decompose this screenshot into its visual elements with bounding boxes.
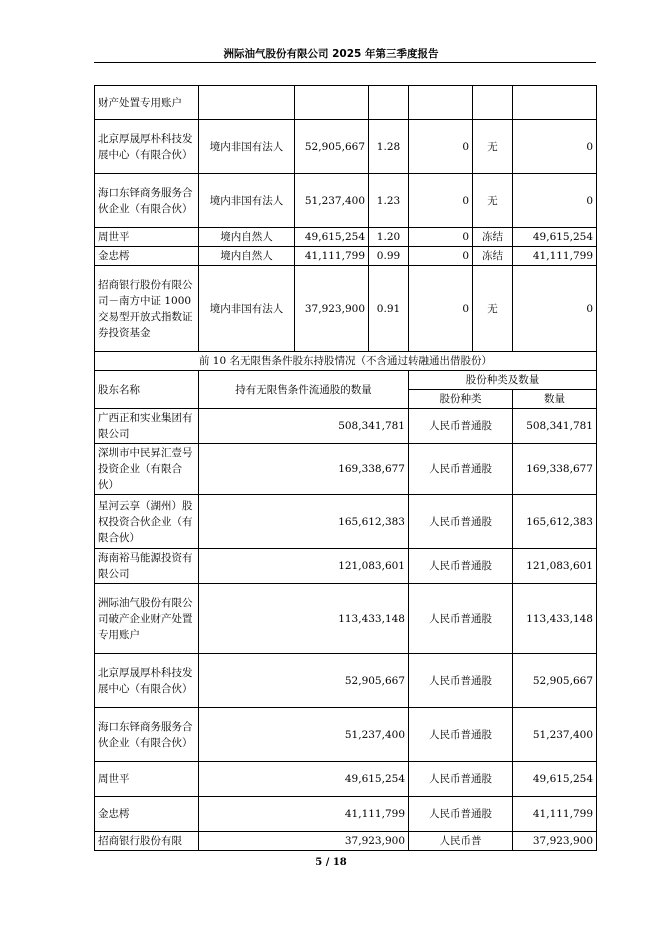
table-row bbox=[95, 247, 597, 266]
pledge-count: 41,111,799 bbox=[513, 247, 597, 266]
share-percent: 0.99 bbox=[369, 247, 409, 266]
table-row bbox=[95, 228, 597, 247]
unlimited-shares: 113,433,148 bbox=[199, 584, 409, 654]
shareholder-type: 境内自然人 bbox=[199, 228, 295, 247]
unlimited-shares: 41,111,799 bbox=[199, 797, 409, 832]
table-row bbox=[95, 797, 597, 832]
shareholder-name: 洲际油气股份有限公司破产企业财产处置专用账户 bbox=[95, 584, 199, 654]
shareholder-name: 北京厚晟厚朴科技发展中心（有限合伙） bbox=[95, 120, 199, 174]
shareholder-type bbox=[199, 86, 295, 120]
table-row bbox=[95, 266, 597, 352]
pledge-status: 无 bbox=[473, 174, 513, 228]
share-percent: 1.28 bbox=[369, 120, 409, 174]
share-count: 52,905,667 bbox=[295, 120, 369, 174]
unlimited-shares: 37,923,900 bbox=[199, 832, 409, 851]
pledge-count: 0 bbox=[513, 174, 597, 228]
table-row bbox=[95, 549, 597, 584]
limited-shares: 0 bbox=[409, 247, 473, 266]
shareholder-name: 海口东铎商务服务合伙企业（有限合伙） bbox=[95, 174, 199, 228]
share-class: 人民币普通股 bbox=[409, 797, 513, 832]
table-row bbox=[95, 444, 597, 495]
shareholder-name: 财产处置专用账户 bbox=[95, 86, 199, 120]
shareholder-name: 海南裕马能源投资有限公司 bbox=[95, 549, 199, 584]
table-row bbox=[95, 86, 597, 120]
share-class: 人民币普通股 bbox=[409, 762, 513, 797]
shareholder-name: 广西正和实业集团有限公司 bbox=[95, 409, 199, 444]
share-class: 人民币普通股 bbox=[409, 409, 513, 444]
shareholder-name: 金忠樗 bbox=[95, 247, 199, 266]
share-class: 人民币普 bbox=[409, 832, 513, 851]
limited-shares: 0 bbox=[409, 266, 473, 352]
pledge-status: 冻结 bbox=[473, 228, 513, 247]
shareholder-type: 境内非国有法人 bbox=[199, 174, 295, 228]
share-quantity: 169,338,677 bbox=[513, 444, 597, 495]
header-quantity: 数量 bbox=[513, 390, 597, 409]
share-quantity: 41,111,799 bbox=[513, 797, 597, 832]
table-row bbox=[95, 832, 597, 851]
table-row bbox=[95, 584, 597, 654]
pledge-status bbox=[473, 86, 513, 120]
share-count bbox=[295, 86, 369, 120]
share-class: 人民币普通股 bbox=[409, 584, 513, 654]
shareholder-type: 境内非国有法人 bbox=[199, 266, 295, 352]
shareholder-name: 招商银行股份有限公司－南方中证 1000 交易型开放式指数证券投资基金 bbox=[95, 266, 199, 352]
share-count: 49,615,254 bbox=[295, 228, 369, 247]
share-count: 51,237,400 bbox=[295, 174, 369, 228]
header-divider bbox=[94, 62, 596, 63]
table-row bbox=[95, 762, 597, 797]
page-number: 5 / 18 bbox=[315, 857, 347, 868]
pledge-count: 49,615,254 bbox=[513, 228, 597, 247]
pledge-count: 0 bbox=[513, 266, 597, 352]
shareholder-name: 星河云享（湖州）股权投资合伙企业（有限合伙） bbox=[95, 495, 199, 549]
pledge-count: 0 bbox=[513, 120, 597, 174]
limited-shares bbox=[409, 86, 473, 120]
share-class: 人民币普通股 bbox=[409, 654, 513, 708]
share-quantity: 113,433,148 bbox=[513, 584, 597, 654]
pledge-count bbox=[513, 86, 597, 120]
pledge-status: 冻结 bbox=[473, 247, 513, 266]
share-quantity: 121,083,601 bbox=[513, 549, 597, 584]
table-row bbox=[95, 654, 597, 708]
share-count: 41,111,799 bbox=[295, 247, 369, 266]
shareholder-name: 周世平 bbox=[95, 228, 199, 247]
shareholder-type: 境内自然人 bbox=[199, 247, 295, 266]
table-row bbox=[95, 708, 597, 762]
table-row bbox=[95, 495, 597, 549]
share-class: 人民币普通股 bbox=[409, 495, 513, 549]
share-quantity: 508,341,781 bbox=[513, 409, 597, 444]
section-title-row bbox=[95, 352, 597, 371]
header-class-and-qty: 股份种类及数量 bbox=[409, 371, 597, 390]
pledge-status: 无 bbox=[473, 266, 513, 352]
share-class: 人民币普通股 bbox=[409, 444, 513, 495]
limited-shares: 0 bbox=[409, 174, 473, 228]
shareholder-name: 周世平 bbox=[95, 762, 199, 797]
unlimited-shares: 508,341,781 bbox=[199, 409, 409, 444]
unlimited-shares: 51,237,400 bbox=[199, 708, 409, 762]
unlimited-shares: 49,615,254 bbox=[199, 762, 409, 797]
shareholder-name: 深圳市中民昇汇壹号投资企业（有限合伙） bbox=[95, 444, 199, 495]
header-share-class: 股份种类 bbox=[409, 390, 513, 409]
page-header: 洲际油气股份有限公司 2025 年第三季度报告 bbox=[223, 48, 439, 60]
unlimited-shares: 165,612,383 bbox=[199, 495, 409, 549]
table-row bbox=[95, 409, 597, 444]
share-percent: 1.20 bbox=[369, 228, 409, 247]
shareholder-table bbox=[94, 85, 597, 851]
share-quantity: 52,905,667 bbox=[513, 654, 597, 708]
share-quantity: 165,612,383 bbox=[513, 495, 597, 549]
share-percent: 0.91 bbox=[369, 266, 409, 352]
limited-shares: 0 bbox=[409, 228, 473, 247]
header-row bbox=[95, 371, 597, 390]
share-percent: 1.23 bbox=[369, 174, 409, 228]
section-title: 前 10 名无限售条件股东持股情况（不含通过转融通出借股份） bbox=[95, 352, 597, 371]
header-unlimited-shares: 持有无限售条件流通股的数量 bbox=[199, 371, 409, 409]
shareholder-type: 境内非国有法人 bbox=[199, 120, 295, 174]
shareholder-name: 海口东铎商务服务合伙企业（有限合伙） bbox=[95, 708, 199, 762]
unlimited-shares: 169,338,677 bbox=[199, 444, 409, 495]
header-shareholder-name: 股东名称 bbox=[95, 371, 199, 409]
share-count: 37,923,900 bbox=[295, 266, 369, 352]
shareholder-name: 招商银行股份有限 bbox=[95, 832, 199, 851]
table-row bbox=[95, 120, 597, 174]
table-row bbox=[95, 174, 597, 228]
shareholder-name: 北京厚晟厚朴科技发展中心（有限合伙） bbox=[95, 654, 199, 708]
limited-shares: 0 bbox=[409, 120, 473, 174]
unlimited-shares: 52,905,667 bbox=[199, 654, 409, 708]
unlimited-shares: 121,083,601 bbox=[199, 549, 409, 584]
share-percent bbox=[369, 86, 409, 120]
share-class: 人民币普通股 bbox=[409, 708, 513, 762]
share-quantity: 51,237,400 bbox=[513, 708, 597, 762]
pledge-status: 无 bbox=[473, 120, 513, 174]
share-class: 人民币普通股 bbox=[409, 549, 513, 584]
share-quantity: 37,923,900 bbox=[513, 832, 597, 851]
shareholder-name: 金忠樗 bbox=[95, 797, 199, 832]
share-quantity: 49,615,254 bbox=[513, 762, 597, 797]
